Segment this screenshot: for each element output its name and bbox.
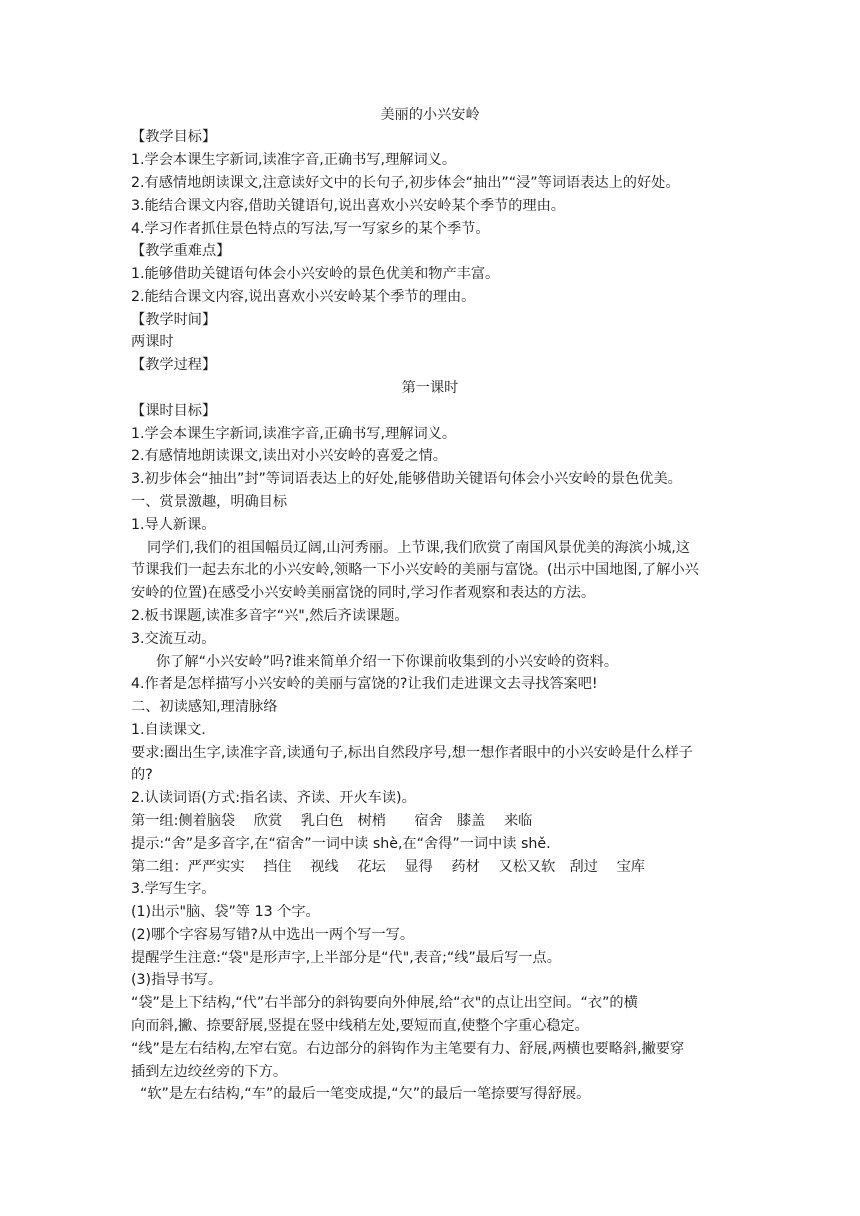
text-line: 1.导人新课。 [131, 517, 216, 533]
text-line: 2.板书课题,读准多音字“兴",然后齐读课题。 [131, 608, 409, 624]
word-group-1: 第一组:侧着脑袋 欣赏 乳白色 树梢 宿舍 膝盖 来临 [131, 813, 533, 829]
document-title: 美丽的小兴安岭 [380, 107, 480, 123]
text-line: 要求:圈出生字,读准字音,读通句子,标出自然段序号,想一想作者眼中的小兴安岭是什么样子 [131, 745, 693, 761]
paragraph-line: “软”是左右结构,“车”的最后一笔变成提,“欠”的最后一笔捺要写得舒展。 [140, 1086, 591, 1102]
subsection-heading: 一、赏景激趣，明确目标 [131, 494, 288, 510]
text-line: 提醒学生注意:“袋"是形声字,上半部分是“代",表音;“线”最后写一点。 [131, 950, 561, 966]
paragraph-line: 插到左边绞丝旁的下方。 [131, 1064, 288, 1080]
paragraph-line: “线”是左右结构,左窄右宽。右边部分的斜钩作为主笔要有力、舒展,两横也要略斜,撇要穿 [131, 1041, 685, 1057]
text-line: 3.学写生字。 [131, 881, 216, 897]
paragraph-line: “袋”是上下结构,“代”右半部分的斜钩要向外伸展,给“衣"的点让出空间。“衣”的横 [131, 995, 638, 1011]
text-line: 1.能够借助关键语句体会小兴安岭的景色优美和物产丰富。 [131, 266, 500, 282]
text-line: 提示:“舍”是多音字,在“宿舍”一词中读 shè,在“舍得”一词中读 shě. [131, 836, 551, 852]
text-line: 4.作者是怎样描写小兴安岭的美丽与富饶的?让我们走进课文去寻找答案吧! [131, 676, 598, 692]
section-heading-teaching-goals: 【教学目标】 [131, 129, 217, 145]
text-line: 1.自读课文. [131, 722, 206, 738]
lesson-heading: 第一课时 [401, 380, 459, 396]
paragraph-line: 向而斜,撇、捺要舒展,竖提在竖中线稍左处,要短而直,使整个字重心稳定。 [131, 1018, 589, 1034]
text-line: 2.有感情地朗读课文,注意读好文中的长句子,初步体会“抽出”“浸”等词语表达上的好处。 [131, 175, 680, 191]
section-heading-lesson-goals: 【课时目标】 [131, 403, 217, 419]
paragraph-line: 同学们,我们的祖国幅员辽阔,山河秀丽。上节课,我们欣赏了南国风景优美的海滨小城,这 [147, 540, 690, 556]
text-line: 的? [131, 767, 153, 783]
section-heading-process: 【教学过程】 [131, 357, 217, 373]
text-line: 4.学习作者抓住景色特点的写法,写一写家乡的某个季节。 [131, 221, 490, 237]
subsection-heading: 二、初读感知,理清脉络 [131, 699, 278, 715]
text-line: (1)出示"脑、袋”等 13 个字。 [131, 904, 320, 920]
text-line: 3.交流互动。 [131, 631, 216, 647]
section-heading-time: 【教学时间】 [131, 312, 217, 328]
text-line: (3)指导书写。 [131, 972, 223, 988]
text-line: 两课时 [131, 334, 174, 350]
text-line: (2)哪个字容易写错?从中选出一两个写一写。 [131, 927, 415, 943]
section-heading-key-points: 【教学重难点】 [131, 243, 231, 259]
text-line: 3.初步体会“抽出”封”等词语表达上的好处,能够借助关键语句体会小兴安岭的景色优美。 [131, 471, 682, 487]
paragraph-line: 你了解“小兴安岭”吗?谁来简单介绍一下你课前收集到的小兴安岭的资料。 [156, 654, 619, 670]
text-line: 1.学会本课生字新词,读准字音,正确书写,理解词义。 [131, 426, 457, 442]
text-line: 2.能结合课文内容,说出喜欢小兴安岭某个季节的理由。 [131, 289, 476, 305]
paragraph-line: 节课我们一起去东北的小兴安岭,领略一下小兴安岭的美丽与富饶。(出示中国地图,了解小兴 [131, 562, 699, 578]
text-line: 2.有感情地朗读课文,读出对小兴安岭的喜爱之情。 [131, 448, 447, 464]
text-line: 2.认读词语(方式:指名读、齐读、开火车读)。 [131, 790, 416, 806]
word-group-2: 第二组：严严实实 挡住 视线 花坛 显得 药材 又松又软 刮过 宝库 [131, 859, 645, 875]
paragraph-line: 安岭的位置)在感受小兴安岭美丽富饶的同时,学习作者观察和表达的方法。 [131, 585, 596, 601]
text-line: 1.学会本课生字新词,读准字音,正确书写,理解词义。 [131, 152, 457, 168]
text-line: 3.能结合课文内容,借助关键语句,说出喜欢小兴安岭某个季节的理由。 [131, 198, 565, 214]
